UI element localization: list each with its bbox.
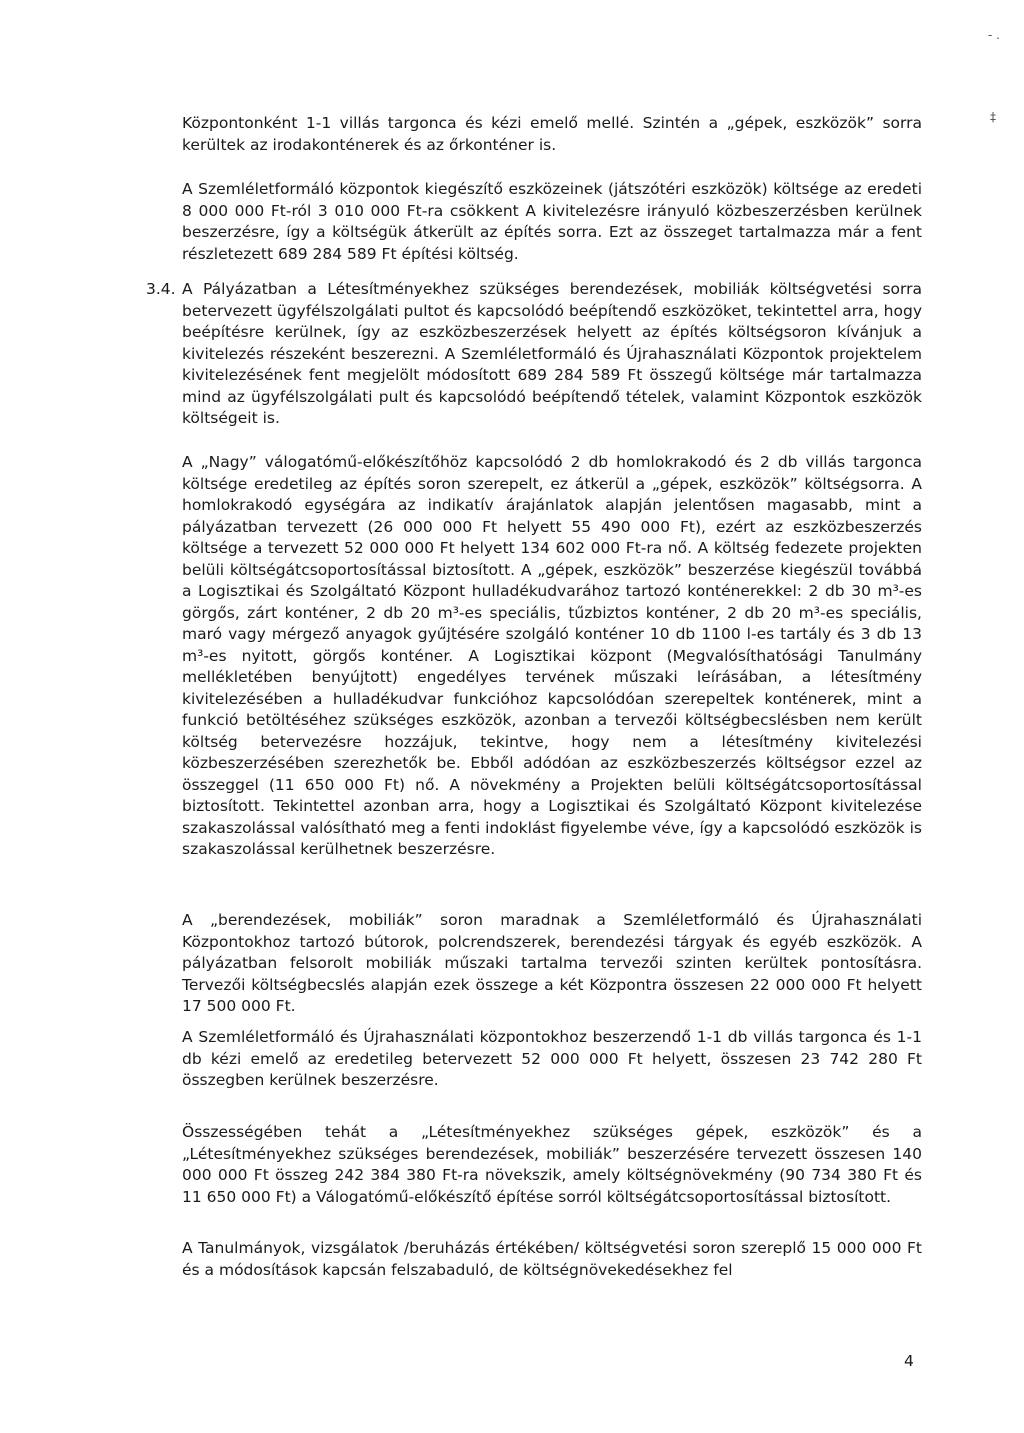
paragraph-1: Központonként 1-1 villás targonca és kézi emelő mellé. Szintén a „gépek, eszközök” sorra kerültek az irodakonténerek és az őrkonténer is. <box>182 114 922 154</box>
paragraph-3: A Pályázatban a Létesítményekhez szükséges berendezések, mobiliák költségvetési sorra betervezett ügyfélszolgálati pultot és kapcsolódó beépítendő eszközöket, tekintettel arra, hogy beépítésre kerülnek, így az eszközbeszerzések helyett az építés költségsoron kívánjuk a kivitelezés részeként beszerezni. A Szemléletformáló és Újrahasználati Központok projektelem kivitelezésének fent megjelölt módosított 689 284 589 Ft összegű költsége már tartalmazza mind az ügyfélszolgálati pult és kapcsolódó beépítendő tételek, valamint Központok eszközök költségeit is. <box>182 280 922 427</box>
paragraph-8: A Tanulmányok, vizsgálatok /beruházás értékében/ költségvetési soron szereplő 15 000 000 Ft és a módosítások kapcsán felszabaduló, de költségnövekedésekhez fel <box>182 1239 922 1279</box>
paragraph-7: Összességében tehát a „Létesítményekhez szükséges gépek, eszközök” és a „Létesítményekhez szükséges berendezések, mobiliák” beszerzésére tervezett összesen 140 000 000 Ft összeg 242 384 380 Ft-ra növekszik, amely költségnövekmény (90 734 380 Ft és 11 650 000 Ft) a Válogatómű-előkészítő építése sorról költségátcsoportosítással biztosított. <box>182 1123 922 1206</box>
page-number: 4 <box>904 1352 914 1370</box>
paragraph-6: A Szemléletformáló és Újrahasználati központokhoz beszerzendő 1-1 db villás targonca és 1-1 db kézi emelő az eredetileg betervezett 52 000 000 Ft helyett, összesen 23 742 280 Ft összegben kerülnek beszerzésre. <box>182 1028 922 1089</box>
margin-mark: ‡ <box>990 110 996 124</box>
section-3-4 <box>146 279 922 430</box>
paragraph-4: A „Nagy” válogatómű-előkészítőhöz kapcsolódó 2 db homlokrakodó és 2 db villás targonca költsége eredetileg az építés soron szerepelt, ez átkerül a „gépek, eszközök” költségsorra. A homlokrakodó egységára az indikatív árajánlatok alapján jelentősen magasabb, mint a pályázatban tervezett (26 000 000 Ft helyett 55 490 000 Ft), ezért az eszközbeszerzés költsége a tervezett 52 000 000 Ft helyett 134 602 000 Ft-ra nő. A költség fedezete projekten belüli költségátcsoportosítással biztosított. A „gépek, eszközök” beszerzése kiegészül továbbá a Logisztikai és Szolgáltató Központ hulladékudvarához tartozó konténerekkel: 2 db 30 m³-es görgős, zárt konténer, 2 db 20 m³-es speciális, tűzbiztos konténer, 2 db 20 m³-es speciális, maró vagy mérgező anyagok gyűjtésére szolgáló konténer 10 db 1100 l-es tartály és 3 db 13 m³-es nyitott, görgős konténer. A Logisztikai központ (Megvalósíthatósági Tanulmány mellékletében benyújtott) engedélyes tervének műszaki leírásában, a létesítmény kivitelezésében a hulladékudvar funkcióhoz kapcsolódóan szerepeltek konténerek, mint a funkció betöltéséhez szükséges eszközök, azonban a tervezői költségbecslésben nem került költség betervezésre hozzájuk, tekintve, hogy nem a létesítmény kivitelezési közbeszerzésében szerezhetők be. Ebből adódóan az eszközbeszerzés költségsor ezzel az összeggel (11 650 000 Ft) nő. A növekmény a Projekten belüli költségátcsoportosítással biztosított. Tekintettel azonban arra, hogy a Logisztikai és Szolgáltató Központ kivitelezése szakaszolással valósítható meg a fenti indoklást figyelembe véve, így a kapcsolódó eszközök is szakaszolással kerülhetnek beszerzésre. <box>182 453 922 858</box>
section-number: 3.4. <box>146 280 176 298</box>
margin-mark: - . <box>988 28 1000 42</box>
paragraph-5: A „berendezések, mobiliák” soron maradnak a Szemléletformáló és Újrahasználati Központokhoz tartozó bútorok, polcrendszerek, berendezési tárgyak és egyéb eszközök. A pályázatban felsorolt mobiliák műszaki tartalma tervezői szinten kerültek pontosításra. Tervezői költségbecslés alapján ezek összege a két Központra összesen 22 000 000 Ft helyett 17 500 000 Ft. <box>182 911 922 1015</box>
paragraph-2: A Szemléletformáló központok kiegészítő eszközeinek (játszótéri eszközök) költsége az eredeti 8 000 000 Ft-ról 3 010 000 Ft-ra csökkent A kivitelezésre irányuló közbeszerzésben kerülnek beszerzésre, így a költségük átkerült az építés sorra. Ezt az összeget tartalmazza már a fent részletezett 689 284 589 Ft építési költség. <box>182 180 922 263</box>
